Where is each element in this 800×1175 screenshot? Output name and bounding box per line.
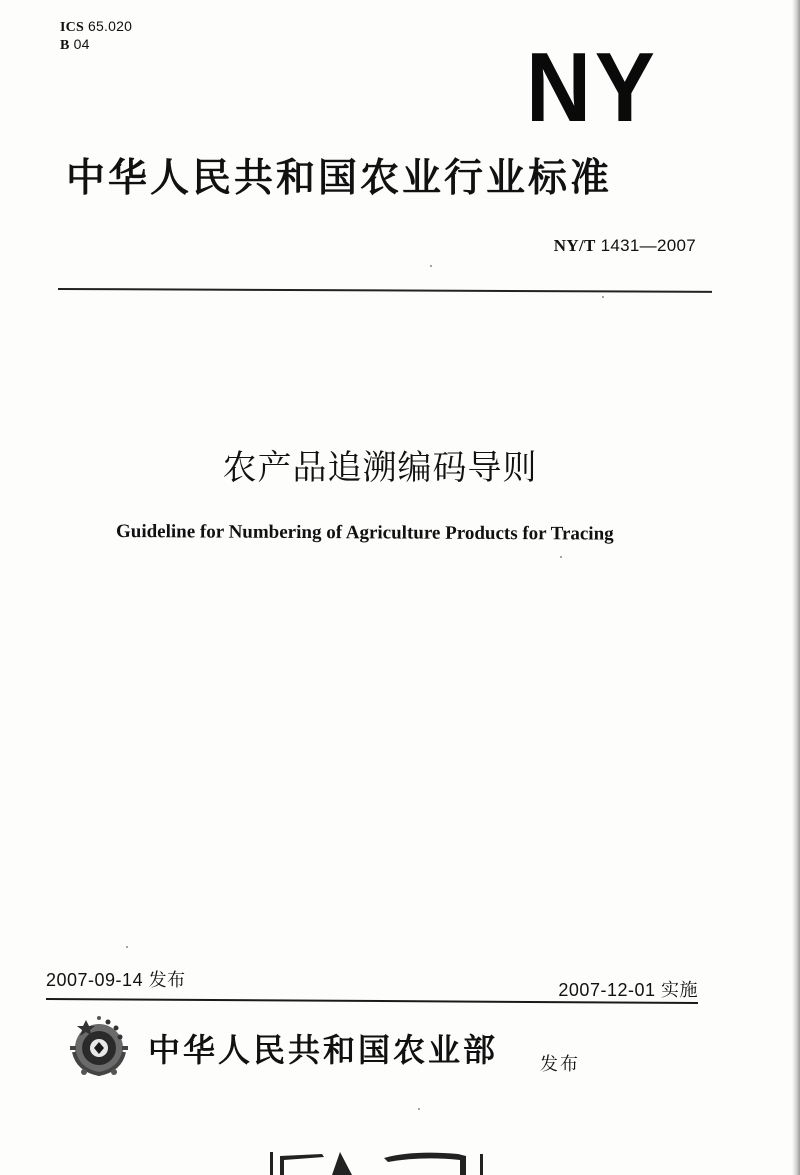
issue-date-value: 2007-09-14 xyxy=(46,970,144,990)
classification-codes xyxy=(60,18,132,54)
ny-logo: NY xyxy=(526,32,659,142)
scan-speck xyxy=(418,1108,420,1110)
scan-speck xyxy=(430,265,432,267)
ics-code: 65.020 xyxy=(88,18,133,34)
effective-date-value: 2007-12-01 xyxy=(558,980,656,1000)
standard-number xyxy=(554,236,696,256)
page-edge-shadow xyxy=(792,0,800,1175)
document-title-cn: 农产品追溯编码导则 xyxy=(222,448,538,488)
scan-speck xyxy=(126,946,128,948)
ccs-line xyxy=(60,36,132,54)
scan-speck xyxy=(560,556,562,558)
scan-speck xyxy=(602,296,604,298)
national-emblem-icon xyxy=(64,1012,134,1082)
header-divider xyxy=(58,288,712,293)
ics-line xyxy=(60,18,132,36)
ics-label: ICS xyxy=(60,20,84,35)
standard-type-title: 中华人民共和国农业行业标准 xyxy=(66,156,613,201)
issue-date-label: 发布 xyxy=(148,970,186,990)
standard-number-prefix: NY/T xyxy=(553,236,596,255)
issue-date xyxy=(46,966,186,992)
barcode-fragment-icon xyxy=(262,1148,492,1175)
ccs-code: 04 xyxy=(73,36,90,52)
document-title-en: Guideline for Numbering of Agriculture Products for Tracing xyxy=(115,521,614,545)
effective-date xyxy=(558,976,698,1002)
ccs-label: B xyxy=(60,38,70,53)
publisher-name: 中华人民共和国农业部 xyxy=(148,1031,499,1069)
effective-date-label: 实施 xyxy=(661,980,698,1000)
publisher-suffix: 发布 xyxy=(540,1054,580,1075)
standard-number-value: 1431—2007 xyxy=(600,236,696,255)
